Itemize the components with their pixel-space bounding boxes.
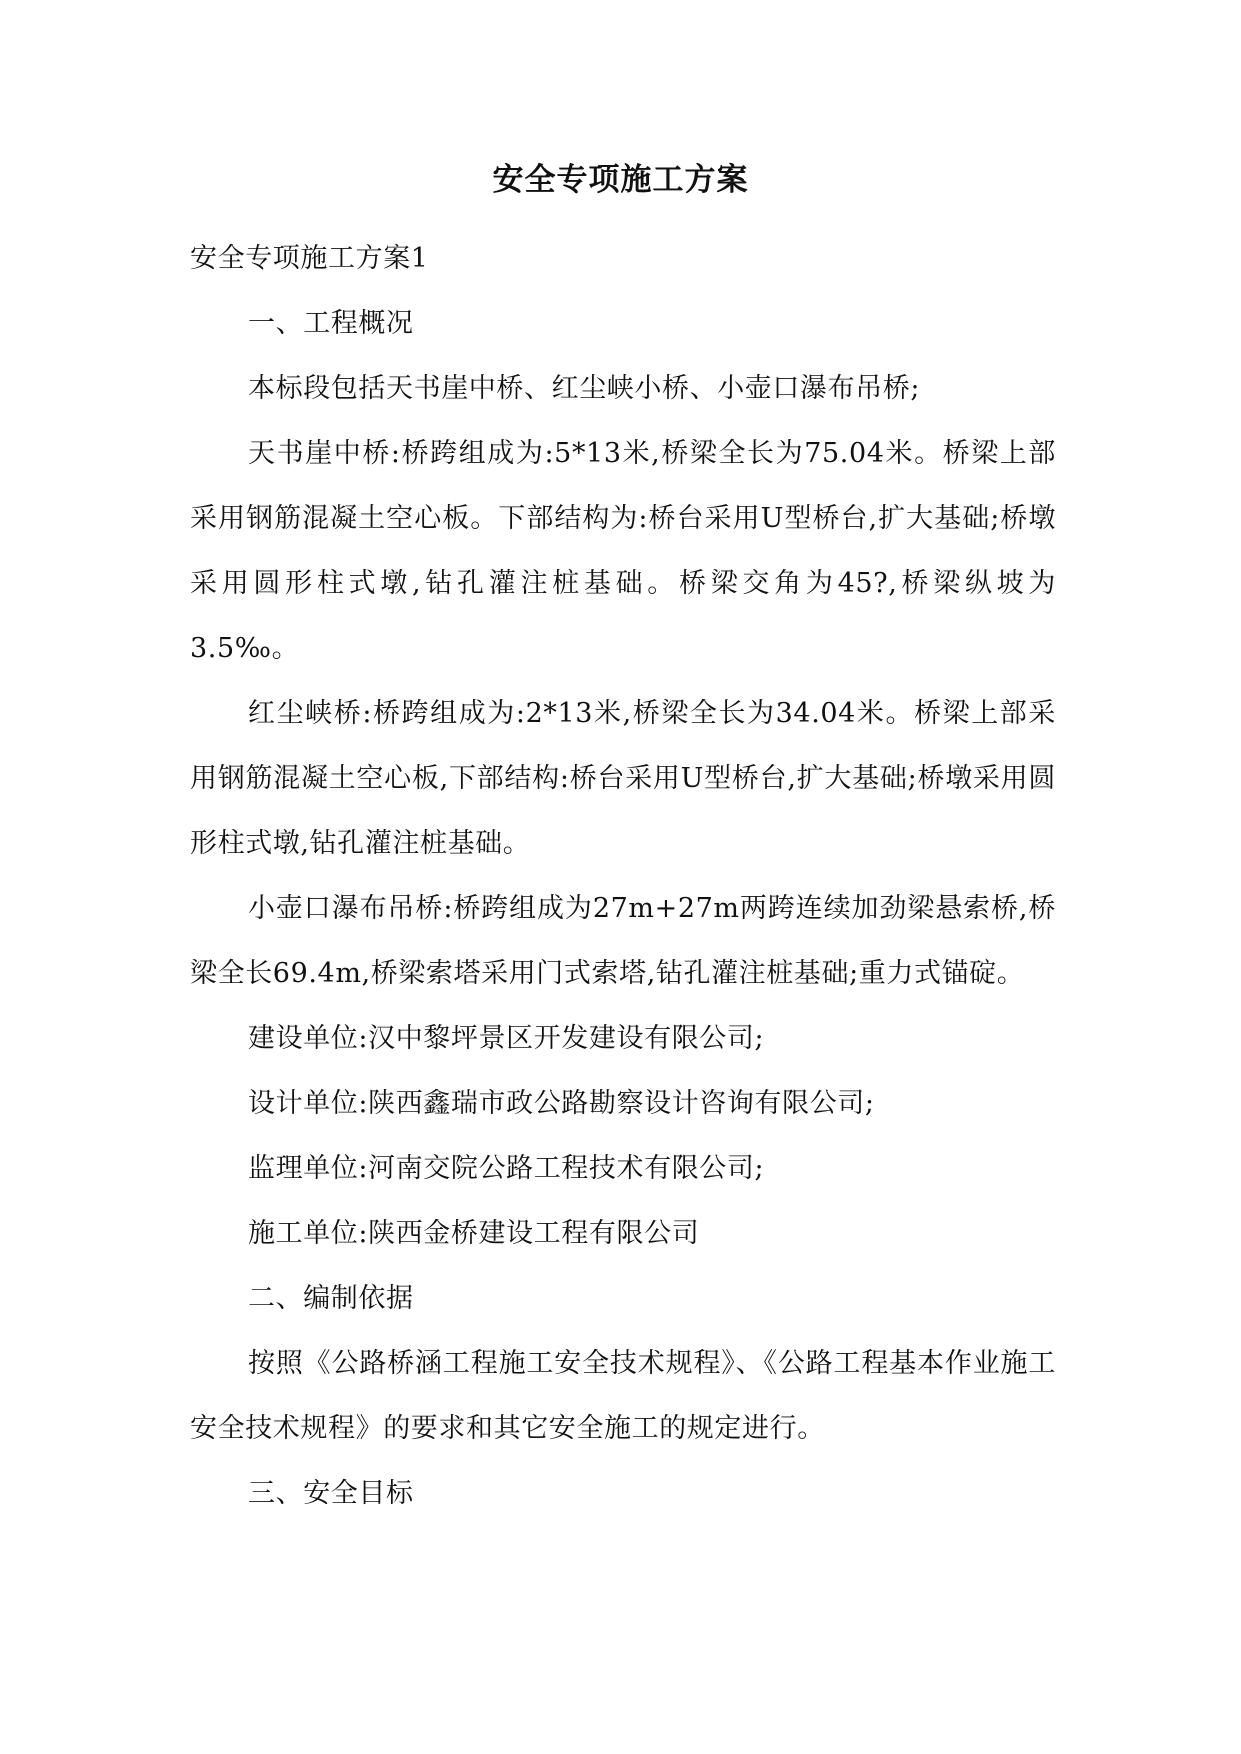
paragraph-basis: 按照《公路桥涵工程施工安全技术规程》、《公路工程基本作业施工安全技术规程》的要求和其它安全施工的规定进行。 [190, 1348, 1056, 1444]
paragraph-design-unit: 设计单位:陕西鑫瑞市政公路勘察设计咨询有限公司; [248, 1088, 875, 1119]
paragraph-hongchenxia-bridge: 红尘峡桥:桥跨组成为:2*13米,桥梁全长为34.04米。桥梁上部采用钢筋混凝土空心板,下部结构:桥台采用U型桥台,扩大基础;桥墩采用圆形柱式墩,钻孔灌注桩基础。 [190, 698, 1056, 859]
paragraph-supervision-unit: 监理单位:河南交院公路工程技术有限公司; [248, 1153, 765, 1184]
section-heading-safety-goals: 三、安全目标 [248, 1478, 414, 1509]
document-title: 安全专项施工方案 [492, 162, 749, 198]
paragraph-contractor: 施工单位:陕西金桥建设工程有限公司 [248, 1218, 700, 1249]
paragraph-tianshuya-bridge: 天书崖中桥:桥跨组成为:5*13米,桥梁全长为75.04米。桥梁上部采用钢筋混凝土空心板。下部结构为:桥台采用U型桥台,扩大基础;桥墩采用圆形柱式墩,钻孔灌注桩基础。桥梁交角为45?,桥梁纵坡为3.5‰。 [190, 438, 1056, 664]
paragraph-scope: 本标段包括天书崖中桥、红尘峡小桥、小壶口瀑布吊桥; [248, 373, 921, 404]
section-heading-project-overview: 一、工程概况 [248, 308, 414, 339]
paragraph-construction-owner: 建设单位:汉中黎坪景区开发建设有限公司; [248, 1023, 765, 1054]
document-body [190, 226, 1056, 1526]
paragraph-suspension-bridge: 小壶口瀑布吊桥:桥跨组成为27m+27m两跨连续加劲梁悬索桥,桥梁全长69.4m,桥梁索塔采用门式索塔,钻孔灌注桩基础;重力式锚碇。 [190, 893, 1056, 989]
section-heading-basis: 二、编制依据 [248, 1283, 414, 1314]
section-heading-plan-1: 安全专项施工方案1 [190, 243, 429, 274]
